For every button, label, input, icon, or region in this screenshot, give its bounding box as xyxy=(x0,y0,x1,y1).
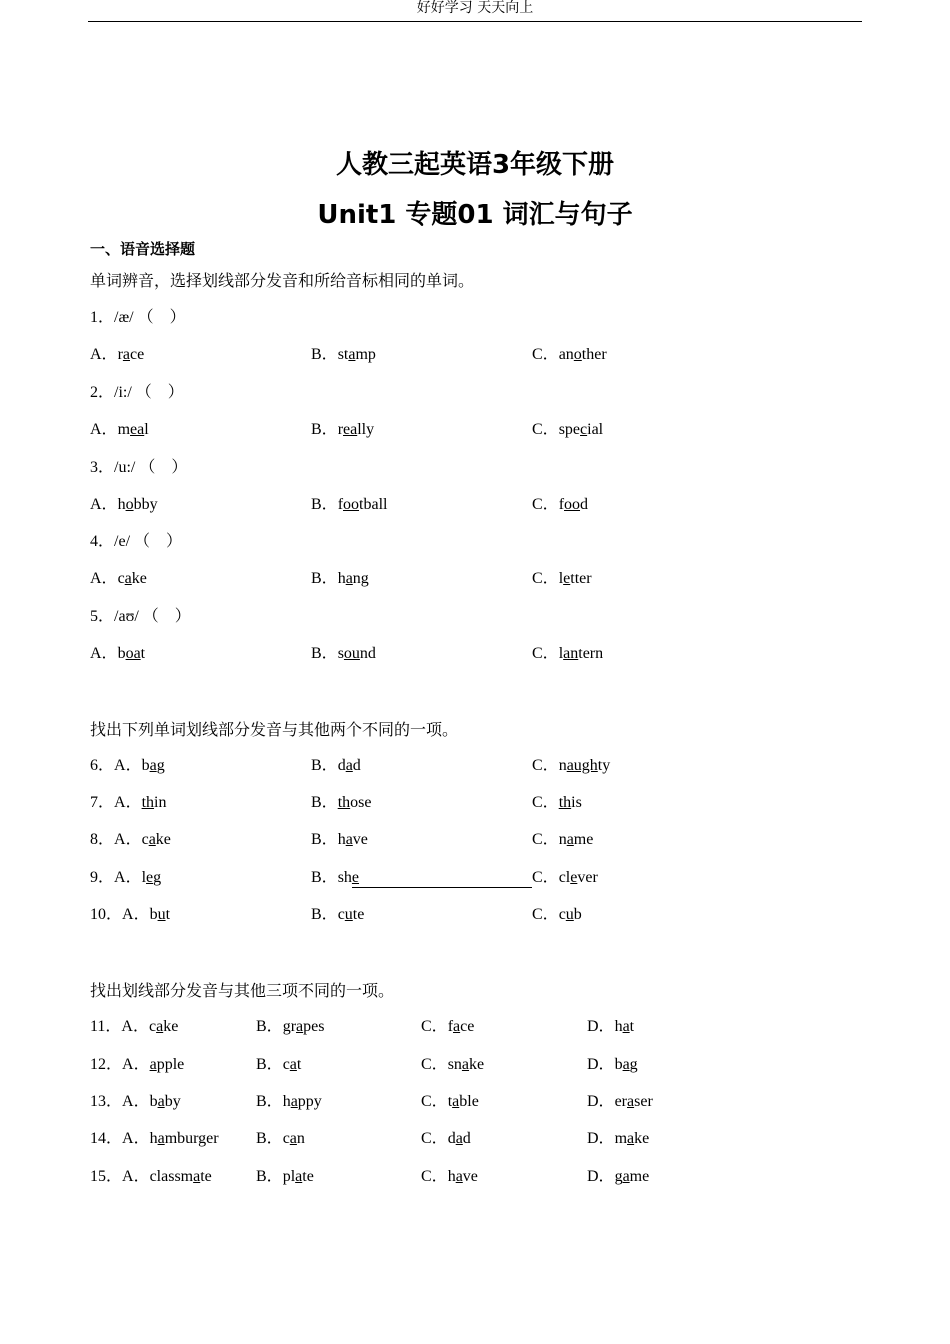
option-b[interactable]: B．stamp xyxy=(311,346,376,363)
option-a[interactable]: A．cake xyxy=(90,570,147,587)
question-label: 5．/aʊ/ （ ） xyxy=(90,608,191,625)
section-heading: 一、语音选择题 xyxy=(90,240,196,258)
question-label: 2．/i:/ （ ） xyxy=(90,384,184,401)
question-row xyxy=(0,829,950,851)
option-b[interactable]: B．she xyxy=(311,869,360,886)
question-row xyxy=(0,1054,950,1076)
question-row xyxy=(0,382,950,404)
document-subtitle: Unit1 专题01 词汇与句子 xyxy=(317,200,633,230)
option-b[interactable]: B．hang xyxy=(311,570,369,587)
header-motto: 好好学习 天天向上 xyxy=(416,0,534,16)
question-label: 3．/u:/ （ ） xyxy=(90,459,188,476)
option-a[interactable]: A．race xyxy=(90,346,145,363)
option-d[interactable]: D．bag xyxy=(587,1056,638,1073)
option-c[interactable]: C．table xyxy=(421,1093,479,1110)
question-row xyxy=(0,531,950,553)
option-d[interactable]: D．hat xyxy=(587,1018,635,1035)
option-c[interactable]: C．another xyxy=(532,346,607,363)
options-row xyxy=(0,494,950,516)
option-b[interactable]: B．really xyxy=(311,421,375,438)
option-a[interactable]: 8．A．cake xyxy=(90,831,171,848)
option-c[interactable]: C．face xyxy=(421,1018,475,1035)
option-b[interactable]: B．those xyxy=(311,794,372,811)
option-c[interactable]: C．cub xyxy=(532,906,582,923)
question-row xyxy=(0,867,950,889)
option-b[interactable]: B．sound xyxy=(311,645,376,662)
option-a[interactable]: 9．A．leg xyxy=(90,869,162,886)
option-c[interactable]: C．lantern xyxy=(532,645,604,662)
option-d[interactable]: D．eraser xyxy=(587,1093,653,1110)
options-row xyxy=(0,643,950,665)
options-row xyxy=(0,344,950,366)
option-b[interactable]: B．grapes xyxy=(256,1018,325,1035)
options-row xyxy=(0,419,950,441)
option-a[interactable]: 10．A．but xyxy=(90,906,171,923)
option-b[interactable]: B．dad xyxy=(311,757,361,774)
options-row xyxy=(0,568,950,590)
option-b[interactable]: B．happy xyxy=(256,1093,322,1110)
option-c[interactable]: C．this xyxy=(532,794,582,811)
option-b[interactable]: B．have xyxy=(311,831,368,848)
part1-instruction: 单词辨音，选择划线部分发音和所给音标相同的单词。 xyxy=(90,271,475,290)
option-a[interactable]: 6．A．bag xyxy=(90,757,165,774)
option-b[interactable]: B．plate xyxy=(256,1168,314,1185)
question-label: 1．/æ/ （ ） xyxy=(90,309,186,326)
option-c[interactable]: C．name xyxy=(532,831,594,848)
part3-instruction: 找出划线部分发音与其他三项不同的一项。 xyxy=(90,981,395,1000)
option-b[interactable]: B．can xyxy=(256,1130,305,1147)
option-b[interactable]: B．cute xyxy=(311,906,365,923)
option-c[interactable]: C．letter xyxy=(532,570,592,587)
question-row xyxy=(0,1016,950,1038)
option-a[interactable]: 15．A．classmate xyxy=(90,1168,212,1185)
option-a[interactable]: 12．A．apple xyxy=(90,1056,185,1073)
document-title: 人教三起英语3年级下册 xyxy=(335,150,615,180)
option-a[interactable]: 11．A．cake xyxy=(90,1018,179,1035)
option-b[interactable]: B．cat xyxy=(256,1056,302,1073)
option-a[interactable]: 14．A．hamburger xyxy=(90,1130,219,1147)
question-row xyxy=(0,755,950,777)
option-c[interactable]: C．naughty xyxy=(532,757,611,774)
part2-instruction: 找出下列单词划线部分发音与其他两个不同的一项。 xyxy=(90,720,459,739)
option-a[interactable]: A．meal xyxy=(90,421,149,438)
question-row xyxy=(0,1128,950,1150)
option-a[interactable]: A．boat xyxy=(90,645,146,662)
option-c[interactable]: C．snake xyxy=(421,1056,485,1073)
option-a[interactable]: 7．A．thin xyxy=(90,794,167,811)
question-row xyxy=(0,606,950,628)
option-c[interactable]: C．dad xyxy=(421,1130,471,1147)
option-c[interactable]: C．have xyxy=(421,1168,478,1185)
question-row xyxy=(0,1166,950,1188)
question-row xyxy=(0,792,950,814)
question-label: 4．/e/ （ ） xyxy=(90,533,183,550)
page-header xyxy=(88,0,862,22)
question-row xyxy=(0,1091,950,1113)
option-a[interactable]: A．hobby xyxy=(90,496,158,513)
option-c[interactable]: C．special xyxy=(532,421,604,438)
question-row xyxy=(0,307,950,329)
option-b[interactable]: B．football xyxy=(311,496,388,513)
question-row xyxy=(0,457,950,479)
option-c[interactable]: C．clever xyxy=(532,869,598,886)
option-d[interactable]: D．game xyxy=(587,1168,650,1185)
option-a[interactable]: 13．A．baby xyxy=(90,1093,181,1110)
option-d[interactable]: D．make xyxy=(587,1130,650,1147)
option-c[interactable]: C．food xyxy=(532,496,589,513)
answer-blank-line xyxy=(352,887,532,888)
question-row xyxy=(0,904,950,926)
